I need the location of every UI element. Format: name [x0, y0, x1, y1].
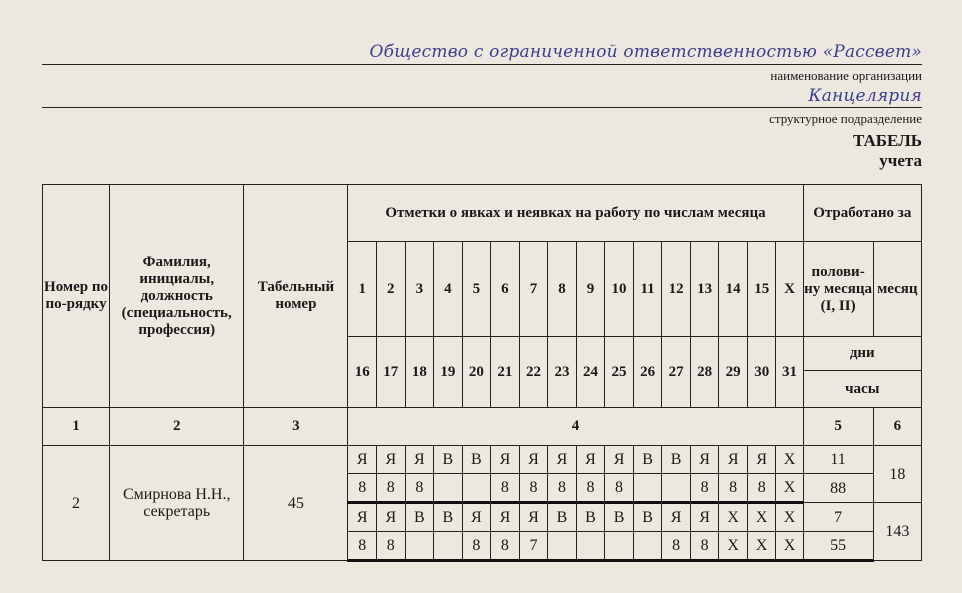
- day-header: 2: [377, 242, 406, 337]
- day-mark-cell: Я: [576, 446, 605, 474]
- day-hours-cell: 8: [377, 474, 406, 503]
- day-hours-cell: [434, 474, 463, 503]
- day-hours-cell: 8: [690, 532, 719, 561]
- header-half-month: полови-ну месяца (I, II): [803, 242, 873, 337]
- day-mark-cell: Я: [348, 503, 377, 532]
- document-title: [853, 131, 922, 171]
- day-header: 20: [462, 337, 491, 408]
- employee-name: Смирнова Н.Н., секретарь: [110, 446, 244, 561]
- day-mark-cell: Я: [462, 503, 491, 532]
- day-hours-cell: [662, 474, 691, 503]
- day-hours-cell: Х: [776, 474, 803, 503]
- day-mark-cell: Я: [377, 446, 406, 474]
- day-header: 18: [405, 337, 434, 408]
- day-header: 6: [491, 242, 520, 337]
- day-mark-cell: В: [462, 446, 491, 474]
- day-hours-cell: 8: [690, 474, 719, 503]
- day-header: 31: [776, 337, 803, 408]
- label-hours: часы: [803, 371, 921, 408]
- day-header: 1: [348, 242, 377, 337]
- employee-tab-number: 45: [244, 446, 348, 561]
- day-header: 5: [462, 242, 491, 337]
- day-mark-cell: Х: [776, 503, 803, 532]
- day-hours-cell: 8: [576, 474, 605, 503]
- column-index: 6: [873, 408, 921, 446]
- header-number: Номер по по-рядку: [43, 185, 110, 408]
- day-mark-cell: Я: [491, 446, 520, 474]
- day-hours-cell: 8: [605, 474, 634, 503]
- day-mark-cell: Я: [491, 503, 520, 532]
- day-header: 22: [519, 337, 548, 408]
- day-mark-cell: Я: [690, 503, 719, 532]
- day-mark-cell: В: [405, 503, 434, 532]
- employee-number: 2: [43, 446, 110, 561]
- day-hours-cell: 8: [348, 532, 377, 561]
- day-header: 23: [548, 337, 577, 408]
- department-caption: структурное подразделение: [769, 111, 922, 126]
- day-header: 29: [719, 337, 748, 408]
- day-header: 11: [633, 242, 662, 337]
- day-hours-cell: 8: [405, 474, 434, 503]
- day-header: 9: [576, 242, 605, 337]
- day-mark-cell: В: [662, 446, 691, 474]
- day-hours-cell: 8: [519, 474, 548, 503]
- second-half-days: 7: [803, 503, 873, 532]
- day-hours-cell: Х: [776, 532, 803, 561]
- column-index: 5: [803, 408, 873, 446]
- day-mark-cell: Я: [377, 503, 406, 532]
- day-header: 7: [519, 242, 548, 337]
- day-header: 25: [605, 337, 634, 408]
- first-half-days: 11: [803, 446, 873, 474]
- day-mark-cell: Я: [548, 446, 577, 474]
- day-header: 19: [434, 337, 463, 408]
- day-header: 15: [747, 242, 776, 337]
- day-mark-cell: В: [548, 503, 577, 532]
- day-mark-cell: Я: [519, 446, 548, 474]
- month-days: 18: [873, 446, 921, 503]
- day-mark-cell: Я: [662, 503, 691, 532]
- day-header: 28: [690, 337, 719, 408]
- day-header: 13: [690, 242, 719, 337]
- day-hours-cell: [462, 474, 491, 503]
- day-header: 30: [747, 337, 776, 408]
- day-mark-cell: Х: [719, 503, 748, 532]
- day-hours-cell: 7: [519, 532, 548, 561]
- day-header: 3: [405, 242, 434, 337]
- day-mark-cell: Х: [747, 503, 776, 532]
- day-header: 4: [434, 242, 463, 337]
- day-header: 14: [719, 242, 748, 337]
- day-hours-cell: Х: [719, 532, 748, 561]
- day-mark-cell: Я: [747, 446, 776, 474]
- day-mark-cell: Я: [405, 446, 434, 474]
- first-half-hours: 88: [803, 474, 873, 503]
- day-hours-cell: 8: [719, 474, 748, 503]
- header-marks: Отметки о явках и неявках на работу по числам месяца: [348, 185, 803, 242]
- department-name: Канцелярия: [808, 86, 922, 106]
- day-hours-cell: 8: [348, 474, 377, 503]
- department-rule: [42, 107, 922, 108]
- day-hours-cell: 8: [491, 474, 520, 503]
- day-hours-cell: [633, 474, 662, 503]
- organization-caption: наименование организации: [770, 68, 922, 83]
- title-line-2: учета: [879, 151, 922, 170]
- day-header: 12: [662, 242, 691, 337]
- day-hours-cell: [576, 532, 605, 561]
- day-mark-cell: В: [633, 503, 662, 532]
- header-month: месяц: [873, 242, 921, 337]
- header-name: Фамилия, инициалы, должность (специальность, профессия): [110, 185, 244, 408]
- day-mark-cell: Я: [348, 446, 377, 474]
- day-header: 24: [576, 337, 605, 408]
- day-mark-cell: Я: [605, 446, 634, 474]
- timesheet-table: [42, 184, 922, 562]
- day-header: X: [776, 242, 803, 337]
- day-header: 17: [377, 337, 406, 408]
- day-mark-cell: Я: [519, 503, 548, 532]
- title-line-1: ТАБЕЛЬ: [852, 131, 922, 150]
- day-hours-cell: 8: [662, 532, 691, 561]
- day-header: 27: [662, 337, 691, 408]
- day-mark-cell: В: [605, 503, 634, 532]
- day-hours-cell: [633, 532, 662, 561]
- day-hours-cell: 8: [462, 532, 491, 561]
- header-worked: Отработано за: [803, 185, 921, 242]
- day-hours-cell: 8: [747, 474, 776, 503]
- header-tab-number: Табельный номер: [244, 185, 348, 408]
- organization-name: Общество с ограниченной ответственностью «Рассвет»: [369, 42, 922, 62]
- day-header: 8: [548, 242, 577, 337]
- column-index: 2: [110, 408, 244, 446]
- day-header: 10: [605, 242, 634, 337]
- second-half-hours: 55: [803, 532, 873, 561]
- day-header: 21: [491, 337, 520, 408]
- day-hours-cell: [405, 532, 434, 561]
- day-hours-cell: 8: [491, 532, 520, 561]
- day-hours-cell: 8: [548, 474, 577, 503]
- organization-rule: [42, 64, 922, 65]
- day-header: 26: [633, 337, 662, 408]
- day-mark-cell: В: [434, 446, 463, 474]
- day-hours-cell: 8: [377, 532, 406, 561]
- column-index: 1: [43, 408, 110, 446]
- label-days: дни: [803, 337, 921, 371]
- day-mark-cell: В: [576, 503, 605, 532]
- day-hours-cell: [548, 532, 577, 561]
- day-mark-cell: В: [633, 446, 662, 474]
- day-mark-cell: В: [434, 503, 463, 532]
- column-index: 3: [244, 408, 348, 446]
- day-mark-cell: Я: [690, 446, 719, 474]
- day-mark-cell: Я: [719, 446, 748, 474]
- day-hours-cell: Х: [747, 532, 776, 561]
- day-mark-cell: Х: [776, 446, 803, 474]
- column-index: 4: [348, 408, 803, 446]
- day-hours-cell: [605, 532, 634, 561]
- day-hours-cell: [434, 532, 463, 561]
- day-header: 16: [348, 337, 377, 408]
- month-hours: 143: [873, 503, 921, 561]
